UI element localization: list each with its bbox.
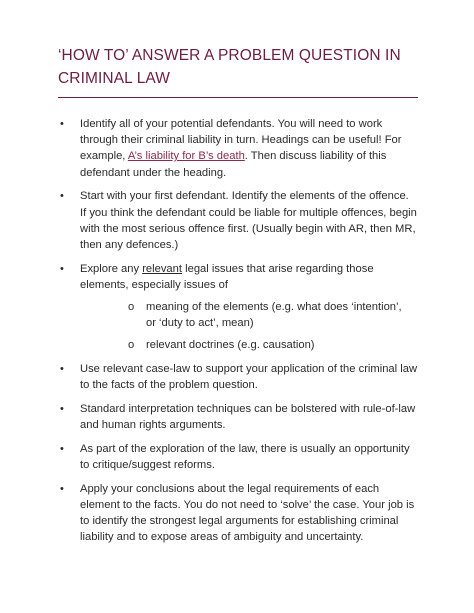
list-item-identify-defendants [58, 116, 418, 181]
list-item-critique [58, 441, 418, 473]
item-text: As part of the exploration of the law, there is usually an opportunity to critique/suggest reforms. [80, 442, 410, 472]
bullet-list [58, 116, 416, 546]
title-divider [58, 97, 418, 98]
sub-item-meaning [128, 299, 408, 331]
emphasis-relevant: relevant [142, 262, 182, 275]
item-text: . Then discuss liability of this defendant under the heading. [80, 150, 387, 179]
example-heading-link[interactable]: A’s liability for B’s death [127, 150, 245, 163]
item-text: Apply your conclusions about the legal requirements of each element to the facts. You do not need to ‘solve’ the case. Your job is to identify the strongest legal arguments for establishing criminal liability and to expose areas of ambiguity and uncertainty. [80, 482, 415, 544]
item-text: Start with your first defendant. Identify the elements of the offence. If you think the defendant could be liable for multiple offences, begin with the most serious offence first. (Usually begin with AR, then MR, then any defences.) [80, 190, 417, 251]
item-text: Use relevant case-law to support your application of the criminal law to the facts of the problem question. [80, 363, 418, 392]
item-text: Identify all of your potential defendants. You will need to work through their criminal liability in turn. Headings can be useful! For example, [80, 118, 402, 163]
sub-item-text: meaning of the elements (e.g. what does ‘intention’, or ‘duty to act’, mean) [146, 301, 402, 330]
list-item-apply-conclusions [58, 481, 418, 546]
sub-item-doctrines [128, 337, 408, 353]
bullet-icon: • [60, 403, 64, 416]
item-text: Standard interpretation techniques can be bolstered with rule-of-law and human rights arguments. [80, 403, 416, 432]
list-item-first-defendant [58, 188, 418, 253]
list-item-case-law [58, 361, 418, 393]
document-title: ‘HOW TO’ ANSWER A PROBLEM QUESTION IN CRIMINAL LAW [58, 47, 401, 87]
bullet-icon: • [60, 262, 64, 275]
bullet-icon: • [60, 482, 64, 495]
sub-bullet-icon: o [128, 301, 135, 314]
bullet-icon: • [60, 363, 64, 376]
sub-bullet-list [80, 299, 418, 354]
list-item-explore-issues [58, 261, 418, 354]
bullet-icon: • [60, 442, 64, 455]
bullet-icon: • [60, 118, 64, 130]
item-text: Explore any [80, 262, 143, 275]
list-item-interpretation [58, 401, 418, 433]
bullet-icon: • [60, 190, 64, 203]
sub-item-text: relevant doctrines (e.g. causation) [146, 339, 315, 352]
item-text: legal issues that arise regarding those elements, especially issues of [80, 262, 374, 291]
sub-bullet-icon: o [128, 339, 135, 352]
